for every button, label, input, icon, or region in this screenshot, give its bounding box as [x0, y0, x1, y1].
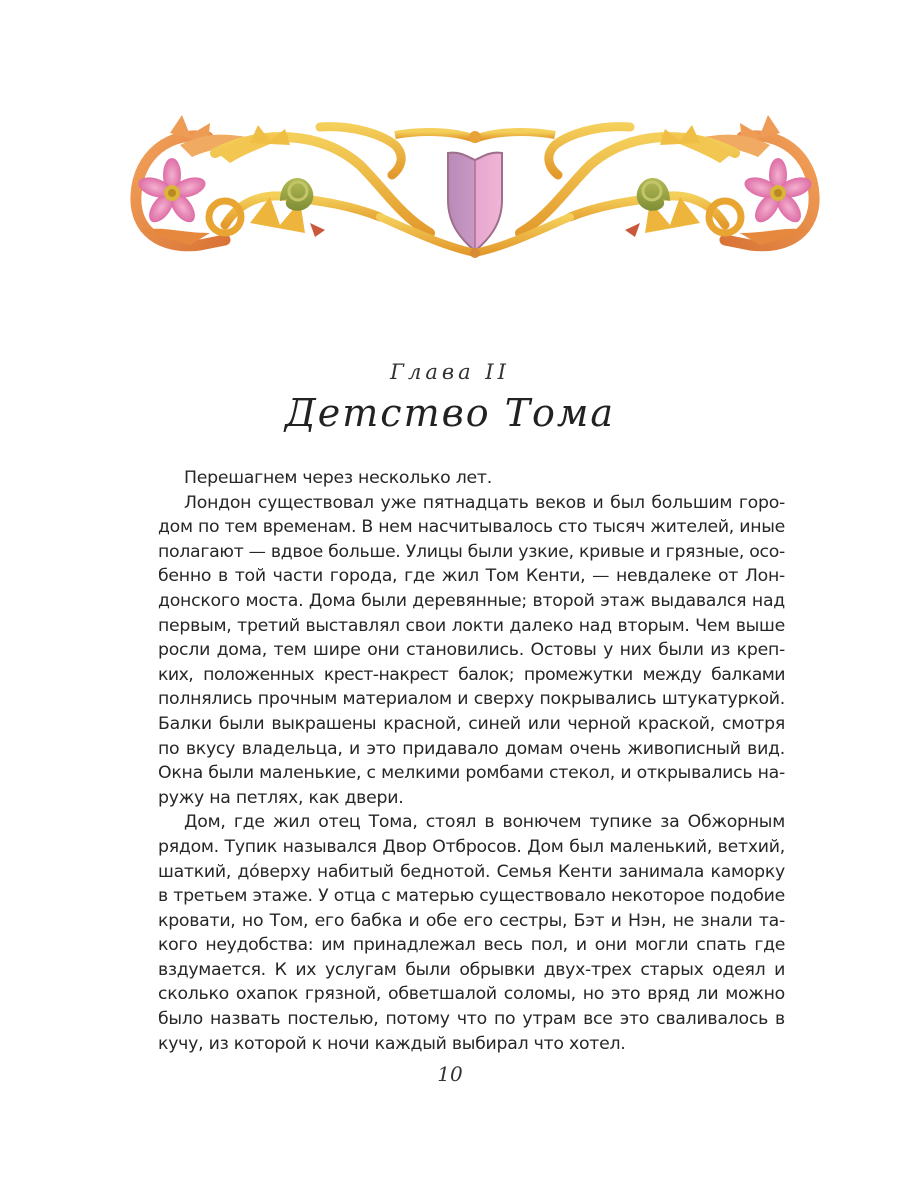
text-line: Лондон существовал уже пятнадцать веков и был большим горо-: [184, 492, 785, 513]
text-line: полнялись прочным материалом и сверху покрывались штукатуркой.: [158, 689, 785, 710]
chapter-label: Глава II: [390, 360, 510, 384]
shield-emblem: [448, 153, 502, 251]
text-line: Окна были маленькие, с мелкими ромбами стекол, и открывались на-: [158, 763, 785, 784]
text-line: по вкусу владельца, и это придавало домам очень живописный вид.: [158, 738, 785, 759]
text-line: донского моста. Дома были деревянные; второй этаж выдавался над: [158, 590, 785, 611]
text-line: кого неудобства: им принадлежал весь пол, и они могли спать где: [158, 935, 785, 956]
text-line: шаткий, до́верху набитый беднотой. Семья Кенти занимала каморку: [158, 861, 785, 882]
text-line: кровати, но Том, его бабка и обе его сестры, Бэт и Нэн, не знали та-: [158, 910, 785, 931]
text-line: росли дома, тем шире они становились. Остовы у них были из креп-: [158, 640, 785, 661]
text-line: бенно в той части города, где жил Том Кенти, — невдалеке от Лон-: [158, 566, 785, 587]
decorative-ornament: [130, 105, 820, 290]
text-line: было назвать постелью, потому что по утрам все это сваливалось в: [158, 1009, 785, 1030]
text-line: Дом, где жил отец Тома, стоял в вонючем тупике за Обжорным: [184, 812, 785, 833]
text-line: в третьем этаже. У отца с матерью существовало некоторое подобие: [158, 886, 785, 907]
body-text: [158, 466, 785, 1056]
text-line: вздумается. К их услугам были обрывки двух-трех старых одеял и: [158, 959, 785, 980]
chapter-title: Детство Тома: [284, 391, 616, 435]
text-line: Перешагнем через несколько лет.: [184, 468, 492, 488]
text-line: полагают — вдвое больше. Улицы были узкие, кривые и грязные, осо-: [158, 541, 785, 562]
text-line: рядом. Тупик назывался Двор Отбросов. Дом был маленький, ветхий,: [158, 836, 785, 857]
text-line: сколько охапок грязной, обветшалой соломы, но это вряд ли можно: [158, 984, 785, 1005]
text-line: кучу, из которой к ночи каждый выбирал что хотел.: [158, 1033, 626, 1054]
text-line: Балки были выкрашены красной, синей или черной краской, смотря: [158, 713, 785, 734]
page-number: 10: [437, 1062, 463, 1086]
text-line: дом по тем временам. В нем насчитывалось сто тысяч жителей, иные: [158, 517, 785, 538]
text-line: первым, третий выставлял свои локти далеко над вторым. Чем выше: [158, 615, 785, 636]
text-line: ружу на петлях, как двери.: [158, 787, 404, 808]
text-line: ких, положенных крест-накрест балок; промежутки между балками: [158, 664, 785, 685]
